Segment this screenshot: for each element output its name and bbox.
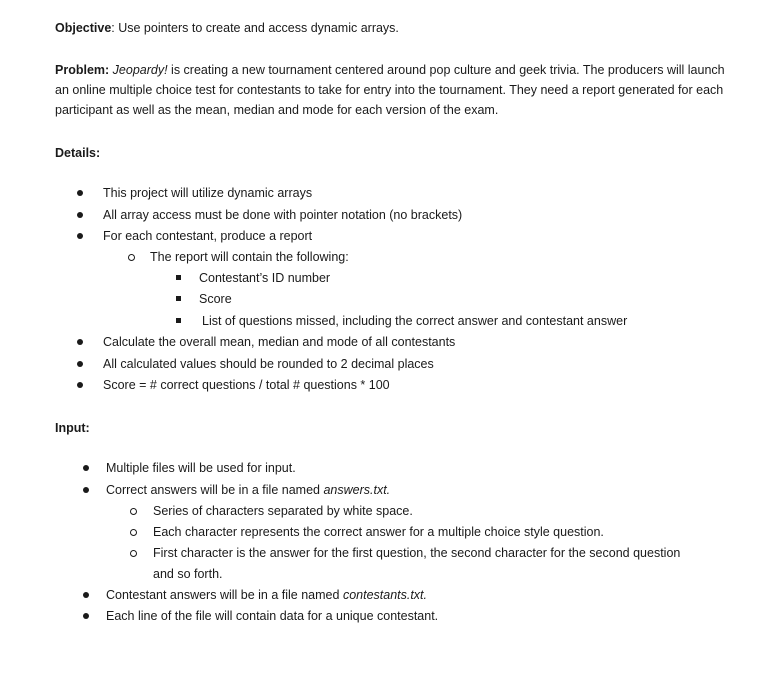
bullet-icon	[83, 487, 89, 493]
square-bullet-icon	[176, 275, 181, 280]
details-heading: Details:	[55, 146, 101, 160]
details-sub-item: The report will contain the following:	[150, 250, 349, 264]
details-item: For each contestant, produce a report	[103, 229, 313, 243]
input-heading: Input:	[55, 421, 90, 435]
bullet-icon	[83, 613, 89, 619]
input-sub-item: Series of characters separated by white space.	[153, 504, 413, 518]
input-item: Correct answers will be in a file named answers.txt.	[106, 483, 391, 497]
problem-text: is creating a new tournament centered around pop culture and geek trivia. The producers will launch an online multiple choice test for contestants to take for entry into the tournament. They need a report generated for each participant as well as the mean, median and mode for each version of the exam.	[55, 63, 725, 117]
bullet-icon	[77, 190, 83, 196]
problem-title: Jeopardy!	[112, 63, 168, 77]
square-bullet-icon	[176, 296, 181, 301]
problem-paragraph	[55, 60, 725, 120]
bullet-icon	[77, 212, 83, 218]
input-item: Multiple files will be used for input.	[106, 461, 296, 475]
bullet-icon	[83, 465, 89, 471]
details-item: Calculate the overall mean, median and mode of all contestants	[103, 335, 456, 349]
bullet-icon	[77, 233, 83, 239]
bullet-icon	[83, 592, 89, 598]
details-sub-sub-item: Contestant’s ID number	[199, 271, 331, 285]
input-item: Each line of the file will contain data for a unique contestant.	[106, 609, 439, 623]
objective-label: Objective	[55, 21, 112, 35]
bullet-icon	[77, 339, 83, 345]
bullet-icon	[77, 382, 83, 388]
input-sub-item: Each character represents the correct answer for a multiple choice style question.	[153, 525, 604, 539]
input-item: Contestant answers will be in a file named contestants.txt.	[106, 588, 428, 602]
problem-label: Problem:	[55, 63, 110, 77]
details-item: Score = # correct questions / total # questions * 100	[103, 378, 390, 392]
objective-line	[55, 20, 399, 36]
details-item: This project will utilize dynamic arrays	[103, 186, 313, 200]
answers-filename: answers.txt.	[323, 483, 391, 497]
contestants-filename: contestants.txt.	[342, 588, 428, 602]
details-item: All array access must be done with pointer notation (no brackets)	[103, 208, 463, 222]
details-item: All calculated values should be rounded to 2 decimal places	[103, 357, 434, 371]
details-sub-sub-item: Score	[199, 292, 232, 306]
objective-text: : Use pointers to create and access dynamic arrays.	[111, 21, 399, 35]
circle-bullet-icon	[130, 508, 137, 515]
circle-bullet-icon	[130, 550, 137, 557]
input-sub-item-continuation: and so forth.	[153, 567, 223, 581]
circle-bullet-icon	[130, 529, 137, 536]
bullet-icon	[77, 361, 83, 367]
circle-bullet-icon	[128, 254, 135, 261]
details-sub-sub-item: List of questions missed, including the correct answer and contestant answer	[202, 314, 628, 328]
input-sub-item: First character is the answer for the first question, the second character for the second question	[153, 546, 681, 560]
square-bullet-icon	[176, 318, 181, 323]
